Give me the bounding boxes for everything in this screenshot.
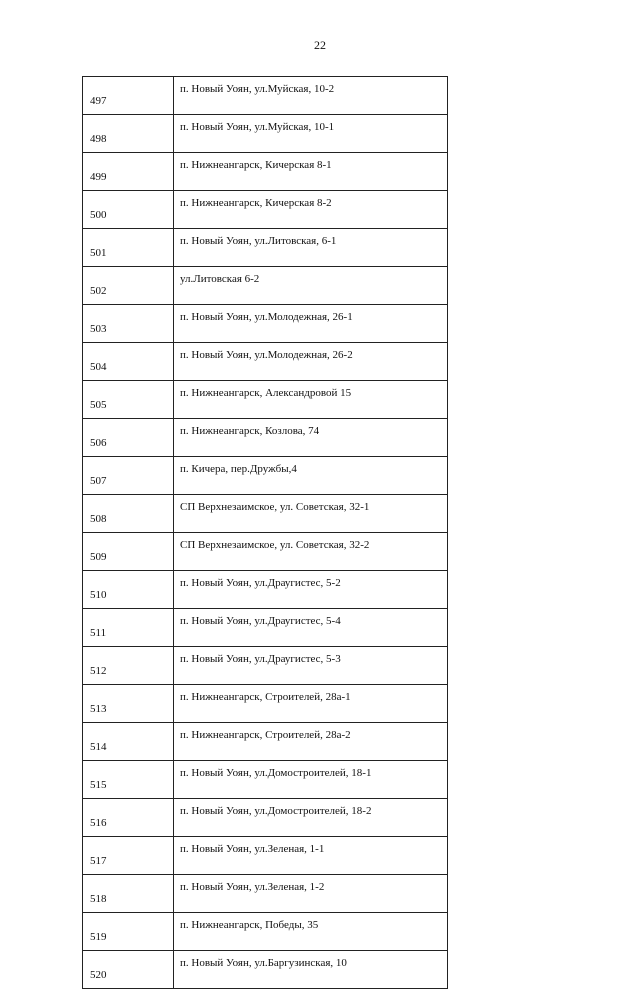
row-address: п. Новый Уоян, ул.Муйская, 10-2 [174, 77, 448, 115]
table-row [83, 799, 448, 837]
row-number: 501 [83, 229, 174, 267]
table-row [83, 723, 448, 761]
row-number: 520 [83, 951, 174, 989]
table-row [83, 837, 448, 875]
table-row [83, 267, 448, 305]
row-number: 502 [83, 267, 174, 305]
row-number: 499 [83, 153, 174, 191]
table-row [83, 495, 448, 533]
row-number: 510 [83, 571, 174, 609]
row-number: 515 [83, 761, 174, 799]
row-number: 500 [83, 191, 174, 229]
row-number: 498 [83, 115, 174, 153]
row-address: п. Нижнеангарск, Строителей, 28а-1 [174, 685, 448, 723]
row-address: п. Нижнеангарск, Кичерская 8-1 [174, 153, 448, 191]
table-row [83, 77, 448, 115]
row-number: 512 [83, 647, 174, 685]
row-number: 497 [83, 77, 174, 115]
row-address: п. Новый Уоян, ул.Баргузинская, 10 [174, 951, 448, 989]
row-number: 511 [83, 609, 174, 647]
table-row [83, 685, 448, 723]
row-address: п. Новый Уоян, ул.Молодежная, 26-1 [174, 305, 448, 343]
row-address: п. Нижнеангарск, Кичерская 8-2 [174, 191, 448, 229]
table-row [83, 305, 448, 343]
page-number: 22 [314, 38, 326, 52]
row-address: ул.Литовская 6-2 [174, 267, 448, 305]
table-row [83, 647, 448, 685]
table-row [83, 419, 448, 457]
row-number: 507 [83, 457, 174, 495]
row-address: СП Верхнезаимское, ул. Советская, 32-2 [174, 533, 448, 571]
row-number: 504 [83, 343, 174, 381]
table-row [83, 913, 448, 951]
table-row [83, 875, 448, 913]
row-address: п. Новый Уоян, ул.Домостроителей, 18-2 [174, 799, 448, 837]
row-address: п. Новый Уоян, ул.Зеленая, 1-2 [174, 875, 448, 913]
row-number: 505 [83, 381, 174, 419]
row-address: п. Новый Уоян, ул.Драугистес, 5-4 [174, 609, 448, 647]
row-address: п. Кичера, пер.Дружбы,4 [174, 457, 448, 495]
table-row [83, 153, 448, 191]
row-address: п. Нижнеангарск, Победы, 35 [174, 913, 448, 951]
row-address: п. Новый Уоян, ул.Муйская, 10-1 [174, 115, 448, 153]
table-row [83, 533, 448, 571]
row-address: п. Новый Уоян, ул.Драугистес, 5-2 [174, 571, 448, 609]
row-address: п. Новый Уоян, ул.Литовская, 6-1 [174, 229, 448, 267]
address-table-body [83, 77, 448, 989]
row-number: 513 [83, 685, 174, 723]
table-row [83, 951, 448, 989]
row-address: п. Новый Уоян, ул.Зеленая, 1-1 [174, 837, 448, 875]
row-number: 509 [83, 533, 174, 571]
table-row [83, 229, 448, 267]
table-row [83, 191, 448, 229]
row-address: СП Верхнезаимское, ул. Советская, 32-1 [174, 495, 448, 533]
row-address: п. Новый Уоян, ул.Домостроителей, 18-1 [174, 761, 448, 799]
row-number: 514 [83, 723, 174, 761]
row-number: 517 [83, 837, 174, 875]
row-address: п. Новый Уоян, ул.Молодежная, 26-2 [174, 343, 448, 381]
table-row [83, 571, 448, 609]
table-row [83, 457, 448, 495]
table-row [83, 343, 448, 381]
table-row [83, 761, 448, 799]
row-address: п. Нижнеангарск, Строителей, 28а-2 [174, 723, 448, 761]
address-table [82, 76, 448, 989]
row-address: п. Нижнеангарск, Козлова, 74 [174, 419, 448, 457]
row-number: 516 [83, 799, 174, 837]
row-address: п. Новый Уоян, ул.Драугистес, 5-3 [174, 647, 448, 685]
table-row [83, 381, 448, 419]
row-number: 518 [83, 875, 174, 913]
table-row [83, 115, 448, 153]
row-address: п. Нижнеангарск, Александровой 15 [174, 381, 448, 419]
table-row [83, 609, 448, 647]
row-number: 519 [83, 913, 174, 951]
row-number: 508 [83, 495, 174, 533]
row-number: 503 [83, 305, 174, 343]
row-number: 506 [83, 419, 174, 457]
